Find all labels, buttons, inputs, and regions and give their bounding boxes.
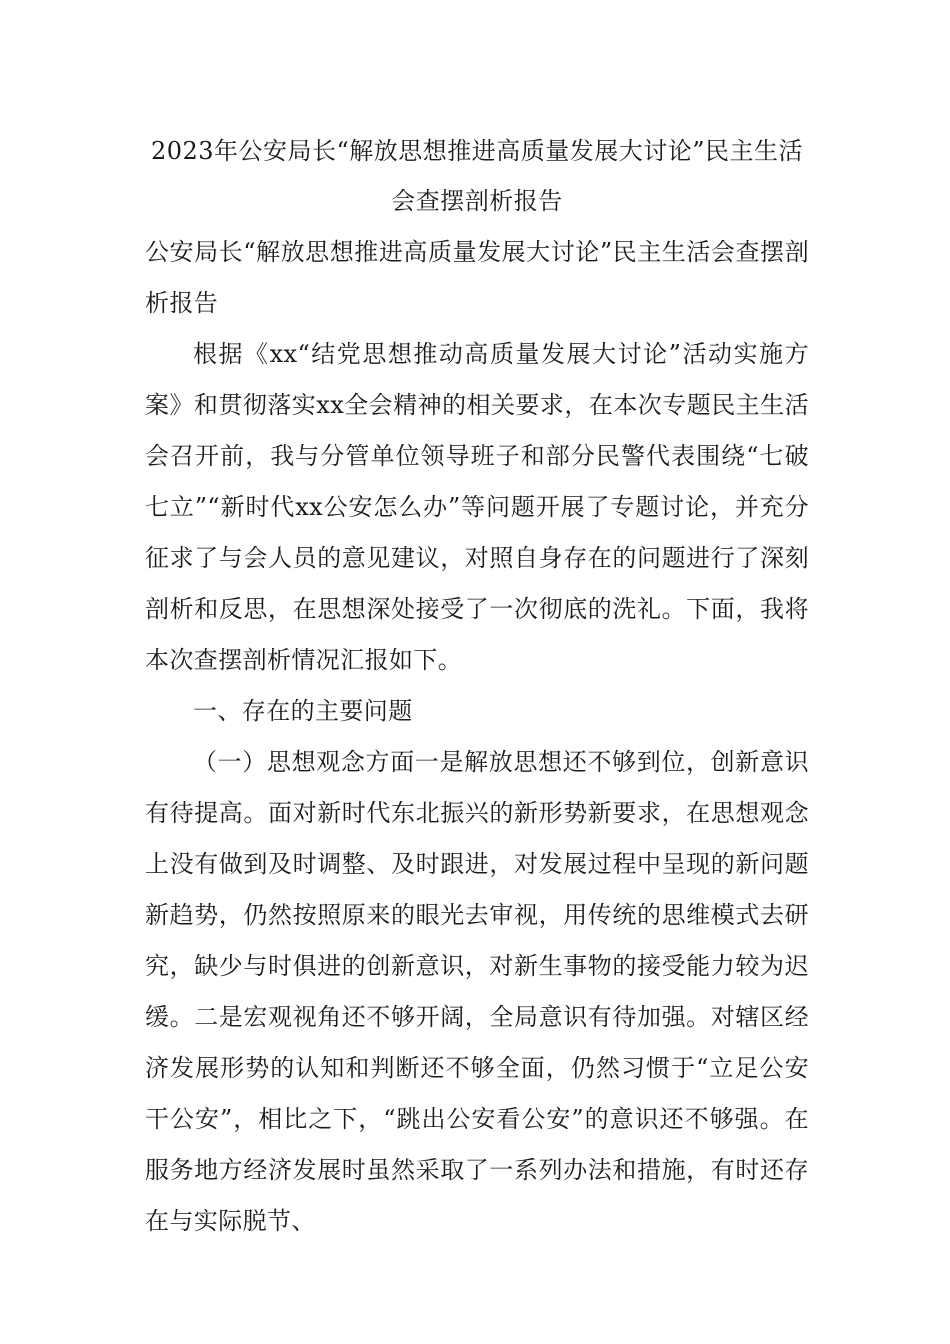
document-subtitle: 公安局长“解放思想推进高质量发展大讨论”民主生活会查摆剖析报告 <box>145 238 809 317</box>
body-paragraph: （一）思想观念方面一是解放思想还不够到位，创新意识有待提高。面对新时代东北振兴的新形势新要求，在思想观念上没有做到及时调整、及时跟进，对发展过程中呈现的新问题新趋势，仍然按照原来的眼光去审视，用传统的思维模式去研究，缺少与时俱进的创新意识，对新生事物的接受能力较为迟缓。二是宏观视角还不够开阔，全局意识有待加强。对辖区经济发展形势的认知和判断还不够全面，仍然习惯于“立足公安干公安”，相比之下，“跳出公安看公安”的意识还不够强。在服务地方经济发展时虽然采取了一系列办法和措施，有时还存在与实际脱节、 <box>145 748 809 1235</box>
intro-paragraph: 根据《xx“结党思想推动高质量发展大讨论”活动实施方案》和贯彻落实xx全会精神的相关要求，在本次专题民主生活会召开前，我与分管单位领导班子和部分民警代表围绕“七破七立”“新时代xx公安怎么办”等问题开展了专题讨论，并充分征求了与会人员的意见建议，对照自身存在的问题进行了深刻剖析和反思，在思想深处接受了一次彻底的洗礼。下面，我将本次查摆剖析情况汇报如下。 <box>145 340 809 674</box>
document-body <box>145 126 809 1247</box>
section-heading: 一、存在的主要问题 <box>193 697 413 725</box>
document-title: 2023年公安局长“解放思想推进高质量发展大讨论”民主生活会查摆剖析报告 <box>150 137 804 215</box>
